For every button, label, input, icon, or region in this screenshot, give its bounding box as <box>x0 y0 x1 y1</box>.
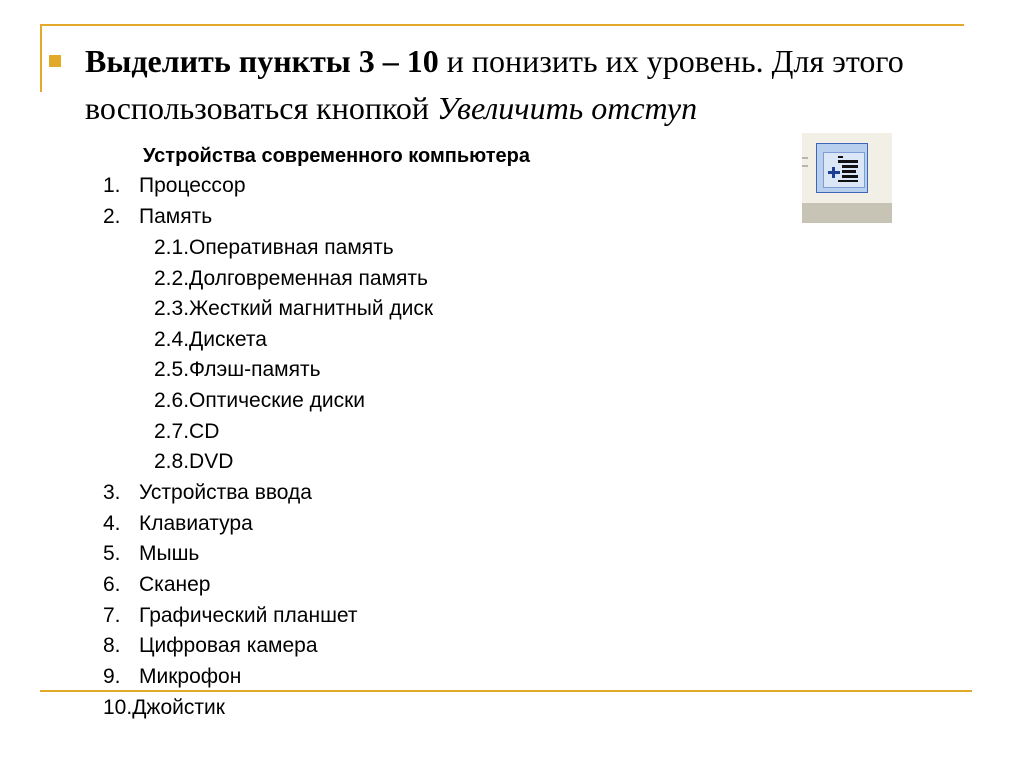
list-item: 2. Память <box>103 205 213 228</box>
list-item: 9. Микрофон <box>103 665 242 688</box>
list-item: 8. Цифровая камера <box>103 634 318 657</box>
list-item: 3. Устройства ввода <box>103 481 312 504</box>
list-item: 10.Джойстик <box>103 696 225 719</box>
top-rule <box>40 24 964 26</box>
list-item: 2.4.Дискета <box>154 328 267 351</box>
bottom-rule <box>40 690 972 692</box>
increase-indent-icon[interactable] <box>816 143 868 193</box>
heading-bold: Выделить пункты 3 – 10 <box>85 43 439 79</box>
list-item: 2.6.Оптические диски <box>154 389 366 412</box>
list-item: 6. Сканер <box>103 573 211 596</box>
heading-normal: и понизить их уровень. Для этого воспользоваться кнопкой <box>85 43 904 126</box>
list-item: 2.3.Жесткий магнитный диск <box>154 297 434 320</box>
toolbar-screenshot <box>802 133 892 223</box>
list-item: 2.8.DVD <box>154 450 234 473</box>
list-item: 4. Клавиатура <box>103 512 253 535</box>
heading-italic: Увеличить отступ <box>437 90 698 126</box>
list-item: 2.5.Флэш-память <box>154 358 321 381</box>
bullet-marker <box>49 55 61 67</box>
list-item: 2.1.Оперативная память <box>154 236 394 259</box>
list-item: 7. Графический планшет <box>103 604 358 627</box>
left-rule <box>40 24 42 92</box>
list-item: 2.7.CD <box>154 420 220 443</box>
list-item: 2.2.Долговременная память <box>154 267 428 290</box>
slide-heading <box>85 38 965 132</box>
list-item: 5. Мышь <box>103 542 200 565</box>
list-title: Устройства современного компьютера <box>143 145 531 167</box>
list-item: 1. Процессор <box>103 174 246 197</box>
